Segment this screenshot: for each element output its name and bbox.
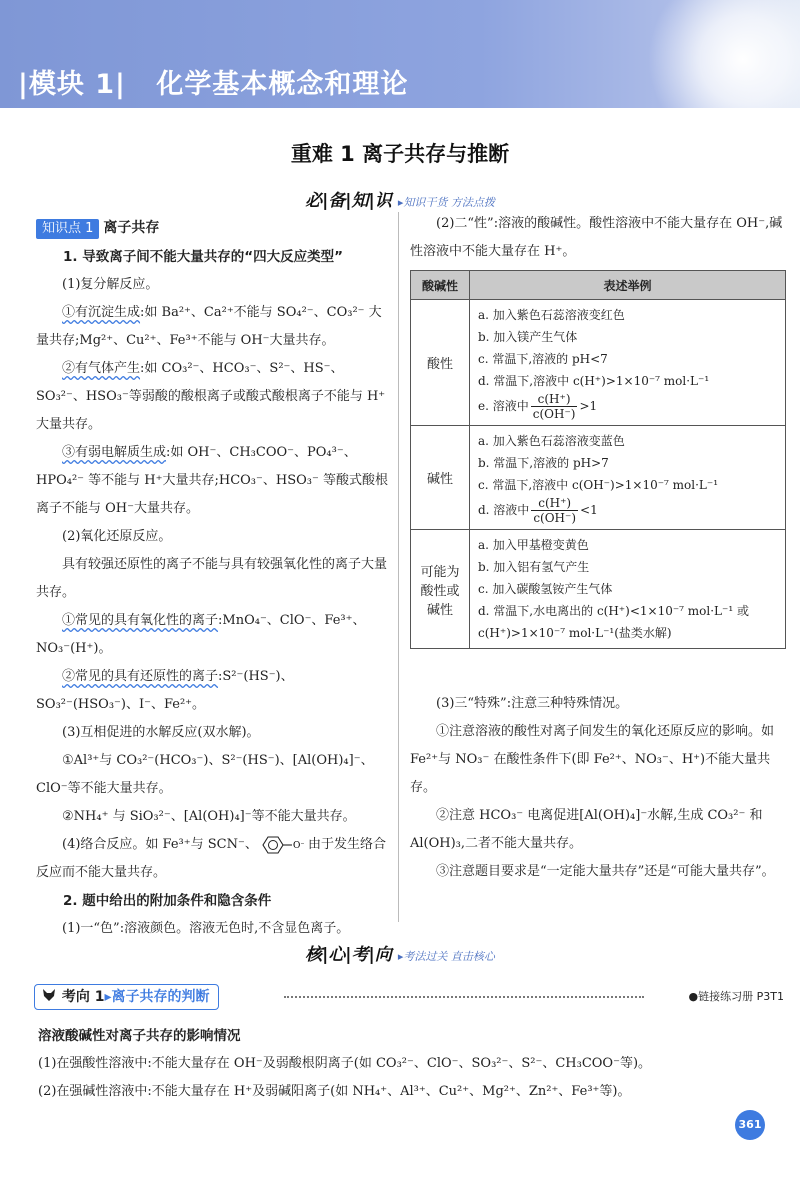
kaoxiang-label: [34, 984, 219, 1010]
frac-denominator: c(OH⁻): [532, 407, 576, 421]
section-subtitle: ▸考法过关 直击核心: [397, 950, 495, 963]
paragraph-text: :MnO₄⁻、ClO⁻、Fe³⁺、NO₃⁻(H⁺)。: [36, 613, 366, 656]
module-label: |模块 1|: [18, 69, 126, 100]
frac-numerator: c(H⁺): [531, 392, 578, 407]
table-header: 表述举例: [470, 271, 786, 300]
list-item: [478, 496, 777, 525]
list-item: b. 常温下,溶液的 pH>7: [478, 456, 609, 470]
paragraph-text: :如 Ba²⁺、Ca²⁺不能与 SO₄²⁻、CO₃²⁻ 大量共存;Mg²⁺、Cu²⁺、Fe³⁺不能与 OH⁻大量共存。: [36, 305, 382, 348]
fraction: [531, 392, 578, 421]
chapter-title: 化学基本概念和理论: [156, 69, 409, 100]
paragraph: [36, 663, 388, 719]
paragraph: ②NH₄⁺ 与 SiO₃²⁻、[Al(OH)₄]⁻等不能大量共存。: [62, 809, 356, 824]
paragraph: [36, 439, 388, 523]
svg-text:O⁻: O⁻: [292, 840, 304, 851]
section-header-knowledge: [0, 186, 800, 211]
left-column: [36, 214, 388, 943]
paragraph: [36, 299, 388, 355]
table-category: 可能为酸性或碱性: [411, 530, 470, 649]
table-cell: [470, 300, 786, 426]
list-item: a. 加入紫色石蕊溶液变红色: [478, 308, 625, 322]
kaoxiang-title: ▸离子共存的判断: [104, 989, 210, 1005]
list-item: b. 加入镁产生气体: [478, 330, 578, 344]
page-title: 重难 1 离子共存与推断: [290, 142, 510, 166]
paragraph: ①Al³⁺与 CO₃²⁻(HCO₃⁻)、S²⁻(HS⁻)、[Al(OH)₄]⁻、ClO⁻等不能大量共存。: [36, 753, 374, 796]
paragraph-text: :如 OH⁻、CH₃COO⁻、PO₄³⁻、HPO₄²⁻ 等不能与 H⁺大量共存;HCO₃⁻、HSO₃⁻ 等酸式酸根离子不能与 OH⁻大量共存。: [36, 445, 388, 516]
emphasis: ③有弱电解质生成: [62, 445, 167, 460]
paragraph-text: 由于发生络合反应而不能大量共存。: [36, 837, 386, 880]
paragraph: (1)一“色”:溶液颜色。溶液无色时,不含显色离子。: [62, 921, 350, 936]
list-item: d. 常温下,溶液中 c(H⁺)>1×10⁻⁷ mol·L⁻¹: [478, 374, 710, 388]
paragraph: [36, 831, 388, 887]
frac-suffix: <1: [580, 503, 598, 517]
table-row: [411, 426, 786, 530]
kaoxiang-body: [38, 1022, 778, 1106]
list-item: a. 加入甲基橙变黄色: [478, 538, 589, 552]
paragraph-text: (4)络合反应。如 Fe³⁺与 SCN⁻、: [62, 837, 258, 852]
emphasis: ②有气体产生: [62, 361, 141, 376]
section-title: 核|心|考|向: [305, 945, 392, 965]
list-item: [478, 392, 777, 421]
wolf-head-icon: [41, 987, 57, 1003]
banner-title: [18, 62, 408, 101]
emphasis: ①有沉淀生成: [62, 305, 141, 320]
frac-suffix: >1: [579, 399, 598, 413]
list-item: c. 加入碳酸氢铵产生气体: [478, 582, 613, 596]
kaoxiang-bar: [34, 984, 784, 1010]
kaoxiang-heading: 溶液酸碱性对离子共存的影响情况: [38, 1028, 241, 1044]
paragraph: (2)在强碱性溶液中:不能大量存在 H⁺及弱碱阳离子(如 NH₄⁺、Al³⁺、Cu²⁺、Mg²⁺、Zn²⁺、Fe³⁺等)。: [38, 1084, 631, 1099]
paragraph: (1)复分解反应。: [62, 277, 159, 292]
table-category: 碱性: [411, 426, 470, 530]
list-item: d. 常温下,水电离出的 c(H⁺)<1×10⁻⁷ mol·L⁻¹ 或 c(H⁺)>1×10⁻⁷ mol·L⁻¹(盐类水解): [478, 604, 749, 640]
paragraph: (2)二“性”:溶液的酸碱性。酸性溶液中不能大量存在 OH⁻,碱性溶液中不能大量存在 H⁺。: [410, 216, 783, 259]
paragraph: [36, 607, 388, 663]
page-number: 361: [735, 1110, 765, 1140]
frac-prefix: d. 溶液中: [478, 503, 530, 517]
list-item: a. 加入紫色石蕊溶液变蓝色: [478, 434, 625, 448]
paragraph: (2)氧化还原反应。: [62, 529, 172, 544]
dotted-leader: [284, 996, 644, 998]
list-item: c. 常温下,溶液的 pH<7: [478, 352, 608, 366]
section-title: 必|备|知|识: [305, 191, 392, 211]
heading-reaction-types: 1. 导致离子间不能大量共存的“四大反应类型”: [63, 249, 343, 265]
workbook-link[interactable]: ●链接练习册 P3T1: [688, 990, 784, 1003]
list-item: b. 加入铝有氢气产生: [478, 560, 590, 574]
table-row: [411, 530, 786, 649]
paragraph: (3)三“特殊”:注意三种特殊情况。: [436, 696, 629, 711]
paragraph-text: :如 CO₃²⁻、HCO₃⁻、S²⁻、HS⁻、SO₃²⁻、HSO₃⁻等弱酸的酸根离子或酸式酸根离子不能与 H⁺大量共存。: [36, 361, 386, 432]
section-header-core: [0, 940, 800, 965]
heading-conditions: 2. 题中给出的附加条件和隐含条件: [63, 893, 272, 909]
table-header: 酸碱性: [411, 271, 470, 300]
table-row: [411, 300, 786, 426]
paragraph-text: :S²⁻(HS⁻)、SO₃²⁻(HSO₃⁻)、I⁻、Fe²⁺。: [36, 669, 294, 712]
knowledge-point-tag: 知识点 1: [36, 219, 99, 239]
section-subtitle: ▸知识干货 方法点拨: [397, 196, 495, 209]
table-header-row: [411, 271, 786, 300]
kaoxiang-number: 考向 1: [61, 989, 105, 1005]
emphasis: ①常见的具有氧化性的离子: [62, 613, 219, 628]
emphasis: ②常见的具有还原性的离子: [62, 669, 219, 684]
table-cell: [470, 426, 786, 530]
phenoxide-structure-icon: [258, 834, 304, 856]
paragraph: 具有较强还原性的离子不能与具有较强氧化性的离子大量共存。: [36, 557, 388, 600]
paragraph: ②注意 HCO₃⁻ 电离促进[Al(OH)₄]⁻水解,生成 CO₃²⁻ 和 Al(OH)₃,二者不能大量共存。: [410, 808, 763, 851]
paragraph: ①注意溶液的酸性对离子间发生的氧化还原反应的影响。如 Fe²⁺与 NO₃⁻ 在酸性条件下(即 Fe²⁺、NO₃⁻、H⁺)不能大量共存。: [410, 724, 775, 795]
fraction: [531, 496, 578, 525]
knowledge-point-title: 离子共存: [103, 220, 160, 236]
list-item: c. 常温下,溶液中 c(OH⁻)>1×10⁻⁷ mol·L⁻¹: [478, 478, 719, 492]
paragraph: ③注意题目要求是“一定能大量共存”还是“可能大量共存”。: [436, 864, 775, 879]
frac-numerator: c(H⁺): [531, 496, 578, 511]
frac-denominator: c(OH⁻): [533, 511, 577, 525]
cloud-decoration: [610, 0, 800, 108]
acid-base-table: [410, 270, 786, 649]
frac-prefix: e. 溶液中: [478, 399, 529, 413]
paragraph: [36, 355, 388, 439]
chapter-banner: [0, 0, 800, 108]
paragraph: (1)在强酸性溶液中:不能大量存在 OH⁻及弱酸根阴离子(如 CO₃²⁻、ClO⁻、SO₃²⁻、S²⁻、CH₃COO⁻等)。: [38, 1056, 652, 1071]
paragraph: (3)互相促进的水解反应(双水解)。: [62, 725, 260, 740]
right-column-bottom: [410, 690, 788, 886]
column-divider: [398, 212, 399, 922]
right-column-top: [410, 210, 788, 266]
table-cell: [470, 530, 786, 649]
table-category: 酸性: [411, 300, 470, 426]
